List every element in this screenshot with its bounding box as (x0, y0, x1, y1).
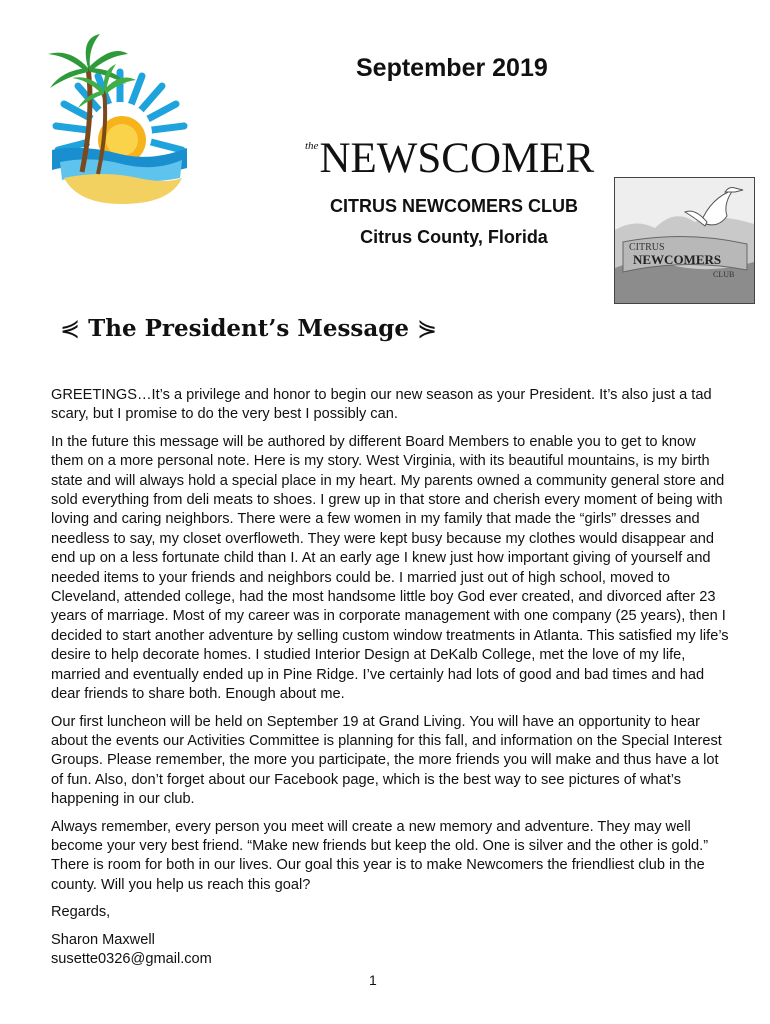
masthead-prefix: the (305, 140, 319, 152)
paragraph-story: In the future this message will be authored by different Board Members to enable you to get to know them on a more personal note. Here is my story. West Virginia, with its beautiful mountains, is my birth state and will always hold a special place in my heart. My parents owned a community general store and sold everything from deli meats to shoes. I grew up in that store and cherish every moment of being with loving and caring neighbors. There were a few women in my family that made the “girls” dresses and needless to say, my closet overfloweth. They were kept busy because my clothes would disappear and end up on a less fortunate child than I. At an early age I knew just how important giving of yourself and needed items to your friends and neighbors could be. I married just out of high school, moved to Cleveland, attended college, had the most handsome little boy God ever created, and divorced after 23 years of marriage. Most of my career was in corporate management with one company (25 years), then I decided to start another adventure by selling custom window treatments in Atlanta. This satisfied my life’s desire to help decorate homes. I studied Interior Design at DeKalb College, met the love of my life, married and eventually ended up in Pine Ridge. I’ve certainly had lots of good and bad times and had dear friends to share both. Enough about me. (51, 433, 729, 703)
paragraph-luncheon: Our first luncheon will be held on September 19 at Grand Living. You will have an opportunity to hear about the events our Activities Committee is planning for this fall, and information on the Special Interest Groups. Please remember, the more you participate, the more friends you will make and thus have a lot of fun. Also, don’t forget about our Facebook page, which is the best way to see pictures of what’s happening in our club. (51, 713, 722, 808)
issue-date: September 2019 (356, 54, 548, 82)
paragraph-friendship: Always remember, every person you meet will create a new memory and adventure. They may well become your very best friend. “Make new friends but keep the old. One is silver and the other is gold.” There is room for both in our lives. Our goal this year is to make Newcomers the friendliest club in the county. Will you help us reach this goal? (51, 818, 709, 893)
logo-line-newcomers: NEWCOMERS (633, 252, 722, 267)
club-location: Citrus County, Florida (360, 227, 548, 247)
logo-line-club: CLUB (713, 270, 735, 279)
ornament-right-icon: ⋟ (416, 314, 438, 342)
ornament-left-icon: ⋞ (60, 314, 81, 342)
club-name: CITRUS NEWCOMERS CLUB (330, 196, 578, 216)
signature-email: susette0326@gmail.com (51, 950, 212, 967)
closing: Regards, (51, 904, 111, 921)
masthead-title: NEWSCOMER (319, 135, 595, 182)
logo-line-citrus: CITRUS (629, 242, 665, 253)
presidents-message-body (51, 386, 729, 969)
paragraph-greetings: GREETINGS…It’s a privilege and honor to begin our new season as your President. It’s also just a tad scary, but I promise to do the very best I possibly can. (51, 387, 712, 423)
section-title (60, 314, 437, 342)
masthead (305, 134, 594, 183)
signature-name: Sharon Maxwell (51, 931, 155, 948)
heron-club-logo-icon (614, 177, 755, 304)
section-title-text: The President’s Message (88, 315, 409, 342)
palm-tree-sunset-icon (42, 32, 192, 207)
page-number: 1 (369, 972, 377, 988)
